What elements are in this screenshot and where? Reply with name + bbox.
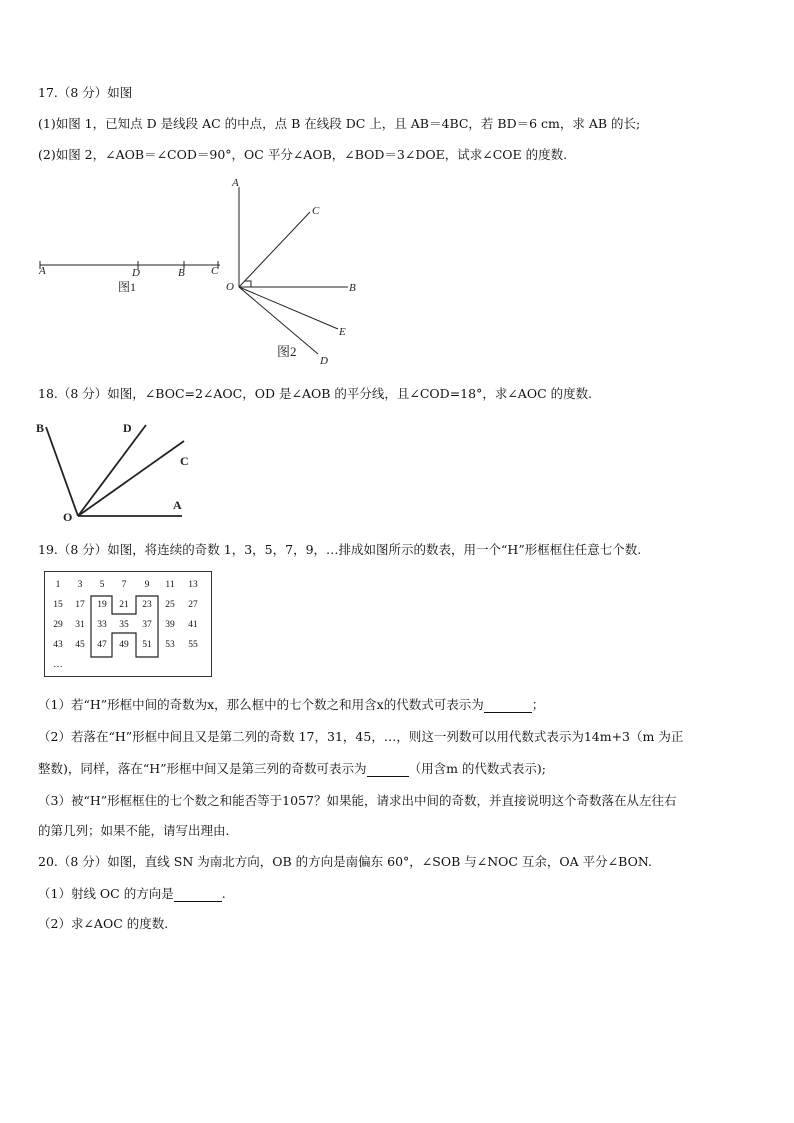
table-cell: 45	[75, 640, 85, 650]
q20-part1-end: .	[221, 886, 226, 901]
q17-part2: (2)如图 2，∠AOB＝∠COD＝90°，OC 平分∠AOB，∠BOD＝3∠DOE，试求∠COE 的度数.	[38, 147, 568, 162]
table-cell: 43	[53, 640, 63, 650]
q20-part1	[38, 886, 226, 902]
fig1-caption: 图1	[118, 280, 137, 294]
table-cell: 39	[165, 620, 175, 630]
q18-label-b: B	[36, 421, 45, 435]
fig2-label-c: C	[312, 205, 320, 217]
table-cell: 23	[142, 600, 152, 610]
fig1-label-b: B	[178, 267, 185, 279]
fig1-label-a: A	[39, 265, 46, 277]
fig2-label-e: E	[339, 326, 346, 338]
table-cell: 49	[119, 640, 129, 650]
table-cell: 15	[53, 600, 63, 610]
q19-part2-end: （用含m 的代数式表示);	[408, 761, 546, 776]
table-cell: 53	[165, 640, 175, 650]
q20-part1-blank	[174, 889, 222, 902]
fig1-label-c: C	[211, 265, 219, 277]
table-cell: 9	[144, 580, 150, 590]
q17-part1: (1)如图 1，已知点 D 是线段 AC 的中点，点 B 在线段 DC 上，且 AB＝4BC，若 BD＝6 cm，求 AB 的长;	[38, 116, 641, 131]
q19-part2-line1: （2）若落在“H”形框中间且又是第二列的奇数 17，31，45，…，则这一列数可以用代数式表示为14m+3（m 为正	[38, 729, 684, 744]
table-cell: 47	[97, 640, 107, 650]
fig1-label-d: D	[132, 267, 140, 279]
table-cell: 27	[188, 600, 198, 610]
h-frame	[45, 572, 213, 678]
q19-part3-line2: 的第几列；如果不能，请写出理由.	[38, 823, 230, 838]
q18-label-a: A	[173, 498, 182, 512]
q19-part3-line1: （3）被“H”形框框住的七个数之和能否等于1057？如果能，请求出中间的奇数，并直接说明这个奇数落在从左往右	[38, 793, 677, 808]
table-cell: 13	[188, 580, 198, 590]
table-cell: 55	[188, 640, 198, 650]
table-cell: 3	[77, 580, 83, 590]
fig2-label-o: O	[226, 281, 234, 293]
q19-part1	[38, 697, 544, 713]
table-cell: 31	[75, 620, 85, 630]
q17-heading: 17.（8 分）如图	[38, 85, 133, 100]
q19-part1-end: ；	[531, 697, 545, 712]
odd-number-table	[44, 571, 212, 677]
fig2-label-b: B	[349, 282, 356, 294]
q19-text: 19.（8 分）如图，将连续的奇数 1，3，5，7，9，…排成如图所示的数表，用一个“H”形框框住任意七个数.	[38, 542, 642, 557]
table-cell: 7	[121, 580, 127, 590]
q20-part1-text: （1）射线 OC 的方向是	[38, 886, 174, 901]
q19-part2-text: 整数)，同样，落在“H”形框中间又是第三列的奇数可表示为	[38, 761, 367, 776]
q19-part2-blank	[367, 764, 409, 777]
q18-label-o: O	[63, 510, 73, 524]
fig2-caption: 图2	[277, 344, 297, 359]
q20-text: 20.（8 分）如图，直线 SN 为南北方向，OB 的方向是南偏东 60°，∠SOB 与∠NOC 互余，OA 平分∠BON.	[38, 854, 652, 869]
table-cell: 11	[165, 580, 175, 590]
table-cell: 29	[53, 620, 63, 630]
q19-part1-blank	[484, 700, 532, 713]
table-cell: 33	[97, 620, 107, 630]
table-cell: 37	[142, 620, 152, 630]
fig2-label-a: A	[232, 177, 239, 189]
q20-part2: （2）求∠AOC 的度数.	[38, 916, 169, 931]
q19-part1-text: （1）若“H”形框中间的奇数为x，那么框中的七个数之和用含x的代数式可表示为	[38, 697, 484, 712]
figure-2-angles	[220, 172, 370, 370]
table-cell: 41	[188, 620, 198, 630]
q18-text: 18.（8 分）如图，∠BOC=2∠AOC，OD 是∠AOB 的平分线，且∠COD=18°，求∠AOC 的度数.	[38, 386, 593, 401]
table-cell: 5	[99, 580, 105, 590]
table-cell: 19	[97, 600, 107, 610]
table-cell: 25	[165, 600, 175, 610]
q18-label-d: D	[123, 421, 132, 435]
table-cell: 21	[119, 600, 129, 610]
table-cell: 51	[142, 640, 152, 650]
table-cell: 35	[119, 620, 129, 630]
table-cell: 1	[55, 580, 61, 590]
table-cell: 17	[75, 600, 85, 610]
figure-1-segment	[30, 255, 230, 325]
q18-label-c: C	[180, 454, 189, 468]
figure-q18-angles	[32, 415, 202, 525]
fig2-label-d: D	[320, 355, 328, 367]
q19-part2-line2	[38, 761, 546, 777]
table-cell: …	[53, 660, 63, 670]
